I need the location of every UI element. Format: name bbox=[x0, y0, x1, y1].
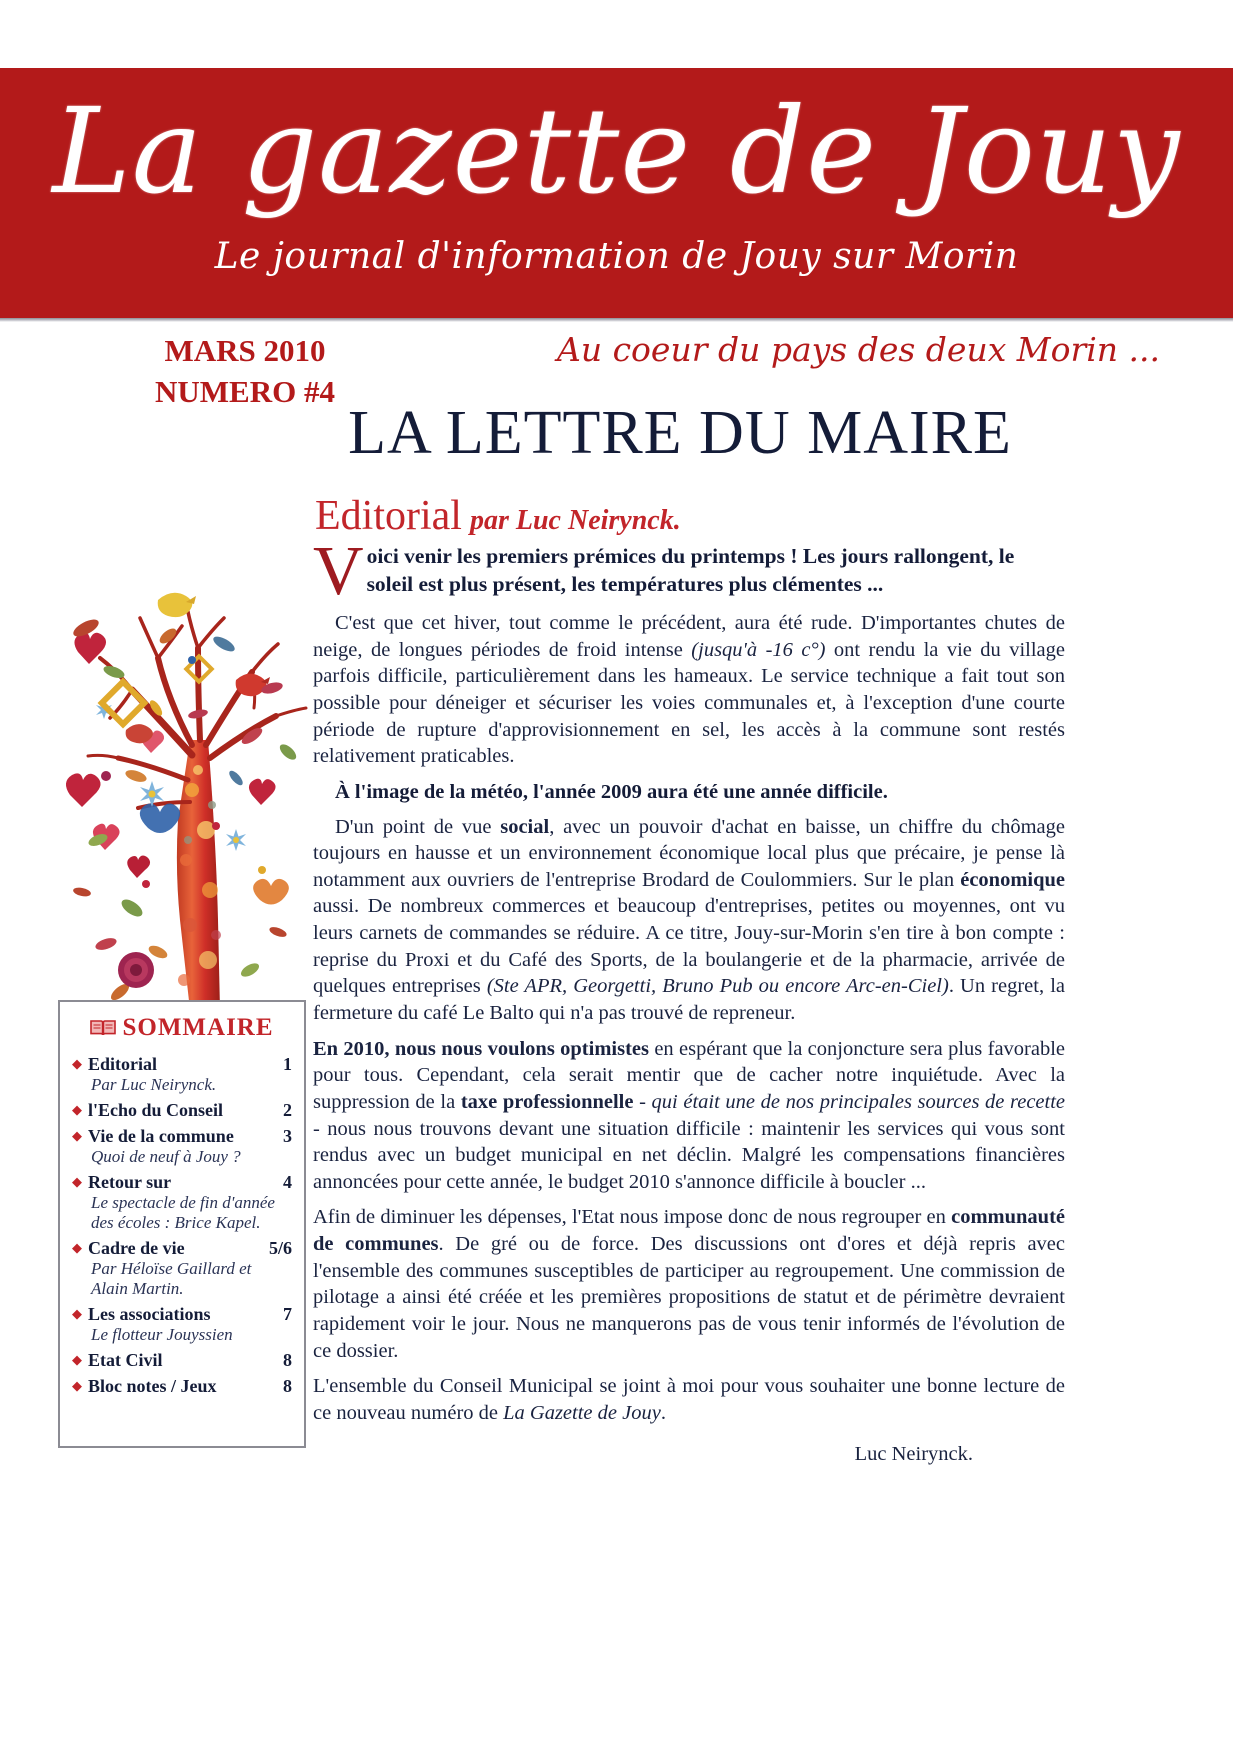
sommaire-item-page: 8 bbox=[283, 1376, 292, 1397]
open-book-icon bbox=[90, 1016, 116, 1044]
sommaire-item-subtitle: Par Héloïse Gaillard et Alain Martin. bbox=[91, 1259, 252, 1299]
p2-part-b: , avec un pouvoir d'achat en baisse, un chiffre du chômage toujours en hausse et un environnement économique local plus que précaire, je pense là notamment aux ouvriers de l'entreprise Brodard de Coulommiers. Sur le plan bbox=[313, 815, 1065, 891]
sommaire-item-page: 8 bbox=[283, 1350, 292, 1371]
sommaire-item-subtitle: Le flotteur Jouyssien bbox=[91, 1325, 233, 1345]
sommaire-item-page: 1 bbox=[283, 1054, 292, 1074]
diamond-bullet-icon: ◆ bbox=[72, 1378, 82, 1394]
tagline: Au coeur du pays des deux Morin ... bbox=[557, 330, 1160, 369]
diamond-bullet-icon: ◆ bbox=[72, 1128, 82, 1144]
p4-bold-communaute: communauté de communes bbox=[313, 1206, 1065, 1256]
p3-part-b: - bbox=[633, 1090, 652, 1113]
page-title: LA LETTRE DU MAIRE bbox=[348, 399, 1012, 467]
sommaire-item-page: 7 bbox=[283, 1304, 292, 1325]
masthead-banner bbox=[0, 68, 1233, 318]
editorial-byline: par Luc Neirynck. bbox=[469, 505, 681, 536]
p5-part-b: . bbox=[660, 1401, 666, 1424]
diamond-bullet-icon: ◆ bbox=[72, 1174, 82, 1190]
p5-part-a: L'ensemble du Conseil Municipal se joint à moi pour vous souhaiter une bonne lecture de ce nouveau numéro de bbox=[313, 1375, 1065, 1424]
sommaire-item-page: 4 bbox=[283, 1172, 292, 1193]
decorative-tree-illustration bbox=[40, 540, 320, 1010]
article-lede-text: oici venir les premiers prémices du printemps ! Les jours rallongent, le soleil est plus présent, les températures plus clémentes ... bbox=[366, 544, 1015, 596]
diamond-bullet-icon: ◆ bbox=[72, 1102, 82, 1118]
p3-italic: qui était une de nos principales sources de recette bbox=[651, 1090, 1066, 1113]
sommaire-item-subtitle: Quoi de neuf à Jouy ? bbox=[91, 1147, 241, 1167]
article-paragraph-2 bbox=[313, 814, 1065, 1027]
editorial-title: Editorial bbox=[315, 493, 462, 539]
sommaire-label: SOMMAIRE bbox=[122, 1014, 274, 1041]
sommaire-item-label: Vie de la commune bbox=[88, 1126, 234, 1147]
masthead-divider bbox=[0, 318, 1233, 322]
sommaire-item-label: Cadre de vie bbox=[88, 1238, 185, 1259]
p1-italic: (jusqu'à -16 c°) bbox=[691, 638, 826, 661]
sommaire-item-label: l'Echo du Conseil bbox=[88, 1100, 224, 1121]
sommaire-item-label: Retour sur bbox=[88, 1172, 172, 1193]
diamond-bullet-icon: ◆ bbox=[72, 1056, 82, 1071]
diamond-bullet-icon: ◆ bbox=[72, 1352, 82, 1368]
p1-part-b: ont rendu la vie du village parfois difficile, particulièrement dans les hameaux. Le service technique a fait tout son possible pour déneiger et sécuriser les voies communales et, à l'exception d'une courte période de rupture d'approvisionnement en sel, les accès à la commune sont restés relativement praticables. bbox=[313, 638, 1065, 768]
publication-title: La gazette de Jouy bbox=[52, 82, 1181, 220]
list-item[interactable] bbox=[72, 1238, 292, 1299]
article-paragraph-3 bbox=[313, 1036, 1065, 1196]
list-item[interactable] bbox=[72, 1054, 292, 1095]
p5-italic-title: La Gazette de Jouy bbox=[503, 1401, 661, 1424]
editorial-heading bbox=[315, 492, 681, 540]
p2-bold-economique: économique bbox=[960, 868, 1065, 891]
p2-part-d: . Un regret, la fermeture du café Le Balto qui n'a pas trouvé de repreneur. bbox=[313, 975, 1065, 1024]
diamond-bullet-icon: ◆ bbox=[72, 1306, 82, 1322]
sommaire-item-subtitle: Par Luc Neirynck. bbox=[91, 1075, 217, 1094]
diamond-bullet-icon: ◆ bbox=[72, 1240, 82, 1256]
article-paragraph-4 bbox=[313, 1204, 1065, 1364]
p3-part-c: - nous nous trouvons devant une situation difficile : maintenir les services qui vous sont rendus avec un budget municipal en net déclin. Malgré les compensations financières annoncées pour cette année, le budget 2010 s'annonce difficile à boucler ... bbox=[313, 1117, 1065, 1193]
p4-part-c: . De gré ou de force. Des discussions ont d'ores et déjà repris avec l'ensemble des communes susceptibles de participer au regroupement. Une commission de pilotage a ainsi été créée et les premières propositions de statut et de périmètre devraient rapidement voir le jour. Nous ne manquerons pas de vous tenir informés de l'évolution de ce dossier. bbox=[313, 1233, 1065, 1362]
issue-date: MARS 2010 bbox=[164, 333, 326, 368]
p2-bold-social: social bbox=[500, 815, 550, 838]
sommaire-item-subtitle: Le spectacle de fin d'année des écoles : Brice Kapel. bbox=[91, 1193, 275, 1233]
sommaire-item-page: 5/6 bbox=[268, 1238, 292, 1259]
sommaire-box bbox=[58, 1000, 306, 1448]
article-lede bbox=[313, 533, 1065, 610]
list-item[interactable] bbox=[72, 1172, 292, 1233]
sommaire-item-page: 2 bbox=[283, 1100, 292, 1121]
article-emphasis-heading: À l'image de la météo, l'année 2009 aura été une année difficile. bbox=[335, 780, 888, 803]
sommaire-item-label: Etat Civil bbox=[88, 1350, 163, 1371]
p2-part-a: D'un point de vue bbox=[335, 815, 501, 838]
issue-number: NUMERO #4 bbox=[155, 374, 335, 410]
sommaire-title-row bbox=[70, 1014, 294, 1044]
editorial-article bbox=[313, 533, 1066, 1466]
sommaire-item-label: Bloc notes / Jeux bbox=[88, 1376, 217, 1397]
list-item[interactable] bbox=[72, 1376, 292, 1397]
article-paragraph-1 bbox=[313, 610, 1065, 770]
list-item[interactable] bbox=[72, 1126, 292, 1167]
list-item[interactable] bbox=[72, 1304, 292, 1345]
p2-part-c: aussi. De nombreux commerces et beaucoup d'entreprises, petites ou moyennes, ont vu leurs carnets de commandes se réduire. A ce titre, Jouy-sur-Morin s'en tire à bon compte : reprise du Proxi et du Café des Sports, de la boulangerie et de la pharmacie, arrivée de quelques entreprises bbox=[313, 895, 1065, 998]
p3-part-a: en espérant que la conjoncture sera plus favorable pour tous. Cependant, cela serait mentir que de cacher notre inquiétude. Avec la suppression de la bbox=[313, 1037, 1066, 1113]
sommaire-item-label: Les associations bbox=[88, 1304, 211, 1325]
list-item[interactable] bbox=[72, 1350, 292, 1371]
drop-cap: V bbox=[313, 533, 364, 610]
article-signature: Luc Neirynck. bbox=[854, 1442, 973, 1465]
sommaire-item-label: Editorial bbox=[88, 1054, 158, 1074]
p3-bold-taxe: taxe professionnelle bbox=[460, 1090, 634, 1113]
publication-subtitle: Le journal d'information de Jouy sur Morin bbox=[214, 236, 1019, 277]
p3-bold-lead: En 2010, nous nous voulons optimistes bbox=[313, 1037, 649, 1060]
sommaire-list bbox=[70, 1054, 294, 1397]
article-paragraph-5 bbox=[313, 1373, 1065, 1426]
sommaire-item-page: 3 bbox=[283, 1126, 292, 1147]
p4-part-a: Afin de diminuer les dépenses, l'Etat nous impose donc de nous regrouper en bbox=[313, 1206, 952, 1229]
list-item[interactable] bbox=[72, 1100, 292, 1121]
p1-part-a: C'est que cet hiver, tout comme le précédent, aura été rude. D'importantes chutes de neige, de longues périodes de froid intense bbox=[313, 612, 1065, 661]
p2-italic-companies: (Ste APR, Georgetti, Bruno Pub ou encore Arc-en-Ciel) bbox=[486, 975, 949, 998]
